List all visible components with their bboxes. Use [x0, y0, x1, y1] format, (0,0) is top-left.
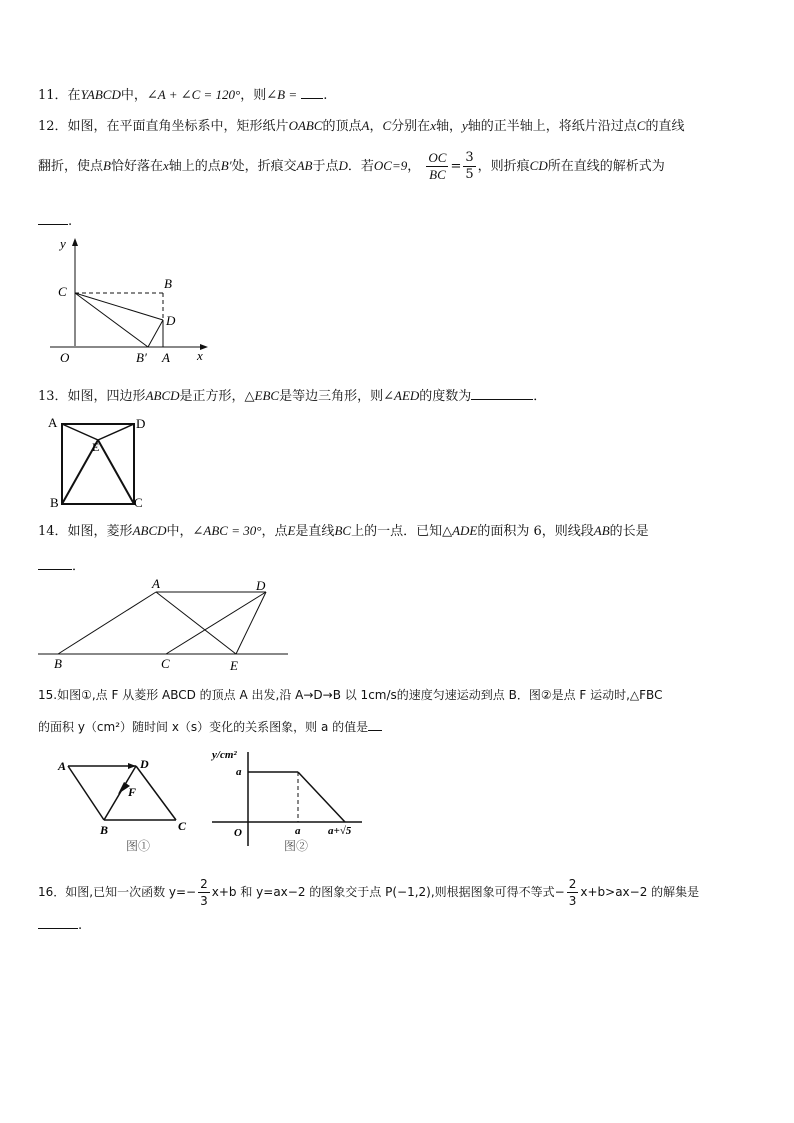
q12-var: AB — [296, 158, 313, 173]
q12-text: 轴的正半轴上，将纸片沿过点 — [467, 119, 637, 134]
question-14-line-1 — [38, 520, 649, 539]
label-a-plus-sqrt5: a+√5 — [328, 825, 352, 837]
question-16-answer — [38, 916, 82, 933]
q14-text: ，点 — [261, 524, 288, 539]
fraction-denominator: 3 — [200, 894, 208, 908]
q14-var: E — [287, 523, 296, 538]
q13-text: 的度数为 — [419, 389, 472, 404]
question-11 — [38, 84, 327, 103]
q14-text: 是直线 — [295, 524, 335, 539]
side-ab — [68, 766, 104, 820]
q12-var: D — [338, 158, 348, 173]
label-b-prime: B′ — [136, 350, 147, 365]
q12-var: A — [361, 118, 370, 133]
q14-end: ． — [72, 559, 86, 574]
q14-var: AB — [593, 523, 610, 538]
q13-var: ∠AED — [383, 388, 420, 403]
q14-text: 上的一点．已知 — [351, 524, 443, 539]
q12-text: 的顶点 — [322, 119, 362, 134]
q11-text-2: 中， — [120, 88, 147, 103]
segment-b-prime-d — [148, 320, 163, 347]
q12-var: OABC — [288, 118, 323, 133]
answer-blank[interactable] — [368, 718, 382, 731]
segment-ce — [98, 440, 134, 504]
fraction-denominator: 5 — [465, 167, 474, 182]
fraction-2-3 — [567, 876, 579, 909]
q14-number: 14． — [38, 524, 68, 539]
label-b: B — [164, 276, 172, 291]
label-d: D — [166, 313, 176, 328]
label-a: A — [58, 759, 67, 773]
q12-var: x — [430, 118, 436, 133]
label-c: C — [58, 284, 67, 299]
question-15-line-2 — [38, 718, 382, 735]
q14-text: 如图，菱形 — [67, 524, 133, 539]
q12-text: 翻折，使点 — [38, 159, 104, 174]
q12-var: C — [382, 118, 392, 133]
q12-var: CD — [529, 158, 548, 173]
label-a: A — [152, 576, 160, 591]
figure-14-rhombus — [36, 576, 296, 676]
label-c: C — [178, 819, 187, 833]
segment-ae — [62, 424, 98, 440]
label-b: B — [54, 656, 62, 671]
q12-text: 处，折痕交 — [231, 159, 297, 174]
label-b: B — [50, 495, 59, 510]
side-ab — [58, 592, 156, 654]
question-14-answer — [38, 555, 85, 574]
segment-cb-prime — [75, 293, 148, 347]
q16-text: 16．如图,已知一次函数 y=− — [38, 885, 197, 899]
q12-end: . — [68, 214, 73, 229]
label-e: E — [92, 440, 100, 454]
q14-text: 的长是 — [609, 524, 649, 539]
q11-ask: ∠B = — [266, 87, 298, 102]
label-c: C — [134, 495, 143, 510]
question-15-line-1 — [38, 686, 662, 703]
q13-number: 13． — [38, 389, 68, 404]
square-abcd — [62, 424, 134, 504]
caption-fig-1: 图① — [126, 839, 151, 853]
q15-text: 15.如图①,点 F 从菱形 ABCD 的顶点 A 出发,沿 A→D→B 以 1cm/s的速度匀速运动到点 B．图②是点 F 运动时,△FBC — [38, 688, 663, 702]
answer-blank[interactable] — [38, 916, 78, 929]
answer-blank[interactable] — [301, 86, 323, 99]
figure-15-graph — [208, 746, 368, 856]
label-f: F — [128, 785, 137, 799]
label-o: O — [60, 350, 70, 365]
label-d: D — [136, 416, 146, 431]
q12-text: 轴上的点 — [168, 159, 221, 174]
q14-var: ABCD — [132, 523, 167, 538]
answer-blank[interactable] — [38, 557, 72, 570]
q12-text: ．若 — [347, 159, 374, 174]
q13-text: 是等边三角形，则 — [279, 389, 384, 404]
label-b: B — [100, 823, 109, 837]
q13-end: ． — [533, 389, 547, 404]
label-a: A — [162, 350, 170, 365]
fraction-denominator: BC — [429, 167, 446, 182]
fraction-numerator: OC — [428, 150, 447, 165]
q12-text: = — [450, 159, 462, 174]
q13-var: ABCD — [145, 388, 180, 403]
q16-text: x+b 和 y=ax−2 的图象交于点 P(−1,2),则根据图象可得不等式− — [211, 885, 565, 899]
figure-13-square-triangle — [40, 412, 160, 512]
q12-text: ，则折痕 — [477, 159, 530, 174]
segment-ae — [156, 592, 236, 654]
q12-var: C — [636, 118, 646, 133]
q12-text: ， — [407, 159, 421, 174]
q12-text: 分别在 — [391, 119, 431, 134]
q16-end: . — [78, 918, 83, 933]
fraction-numerator: 3 — [465, 150, 474, 165]
q11-text-3: ，则 — [240, 88, 267, 103]
answer-blank[interactable] — [471, 387, 533, 400]
question-12-line-2 — [38, 150, 665, 183]
q11-text-1: 在 — [67, 88, 81, 103]
q14-text: 中， — [166, 524, 193, 539]
q12-text: 的直线 — [645, 119, 685, 134]
q14-text: 的面积为 6，则线段 — [477, 524, 594, 539]
label-origin: O — [234, 827, 242, 839]
q15-text: 的面积 y（cm²）随时间 x（s）变化的关系图象，则 a 的值是 — [38, 720, 369, 734]
q11-expression: ∠A + ∠C = 120° — [146, 87, 241, 102]
q12-text: 轴， — [435, 119, 462, 134]
q12-text: 于点 — [312, 159, 339, 174]
question-13 — [38, 385, 546, 404]
fraction-denominator: 3 — [568, 894, 577, 908]
label-y-unit: y/cm² — [212, 749, 237, 761]
q12-var: OC=9 — [373, 158, 408, 173]
q14-var: BC — [334, 523, 352, 538]
label-x: x — [197, 348, 203, 363]
label-y: y — [60, 236, 66, 251]
label-e: E — [230, 658, 238, 673]
q13-text: 如图，四边形 — [67, 389, 146, 404]
fraction-3-5 — [463, 150, 475, 183]
fraction-oc-bc — [426, 150, 448, 183]
q12-text: ， — [369, 119, 383, 134]
q11-end: . — [323, 88, 328, 103]
q13-var: △EBC — [244, 388, 280, 403]
q14-var: △ADE — [442, 523, 478, 538]
y-axis-arrow — [72, 238, 78, 246]
answer-blank[interactable] — [38, 212, 68, 225]
label-a-y: a — [236, 766, 242, 778]
question-16 — [38, 876, 699, 909]
q14-var: ∠ABC = 30° — [192, 523, 262, 538]
q12-text: 如图，在平面直角坐标系中，矩形纸片 — [67, 119, 289, 134]
fraction-numerator: 2 — [568, 877, 577, 891]
label-d: D — [140, 757, 149, 771]
q12-text: 恰好落在 — [110, 159, 163, 174]
q12-var: B — [103, 158, 111, 173]
q12-var: y — [461, 118, 468, 133]
caption-fig-2: 图② — [284, 839, 309, 853]
crease-cd — [75, 293, 163, 320]
question-12-line-1 — [38, 115, 684, 134]
label-a-x: a — [295, 825, 301, 837]
graph-descending-segment — [298, 772, 345, 822]
q11-shape: YABCD — [80, 87, 121, 102]
fraction-2-3 — [198, 876, 210, 909]
figure-15-rhombus — [56, 752, 206, 852]
q13-text: 是正方形， — [179, 389, 245, 404]
side-dc — [136, 766, 176, 820]
label-a: A — [48, 415, 58, 430]
label-c: C — [161, 656, 170, 671]
fraction-numerator: 2 — [200, 877, 208, 891]
q11-number: 11． — [38, 88, 68, 103]
question-12-answer — [38, 212, 72, 229]
q12-text: 所在直线的解析式为 — [547, 159, 665, 174]
q16-text: x+b>ax−2 的解集是 — [580, 885, 700, 899]
figure-12-coordinate-diagram — [40, 236, 220, 366]
segment-de — [98, 424, 134, 440]
q12-var: x — [162, 158, 169, 173]
q12-number: 12． — [38, 119, 68, 134]
label-d: D — [256, 578, 266, 593]
q12-var: B′ — [220, 158, 232, 173]
